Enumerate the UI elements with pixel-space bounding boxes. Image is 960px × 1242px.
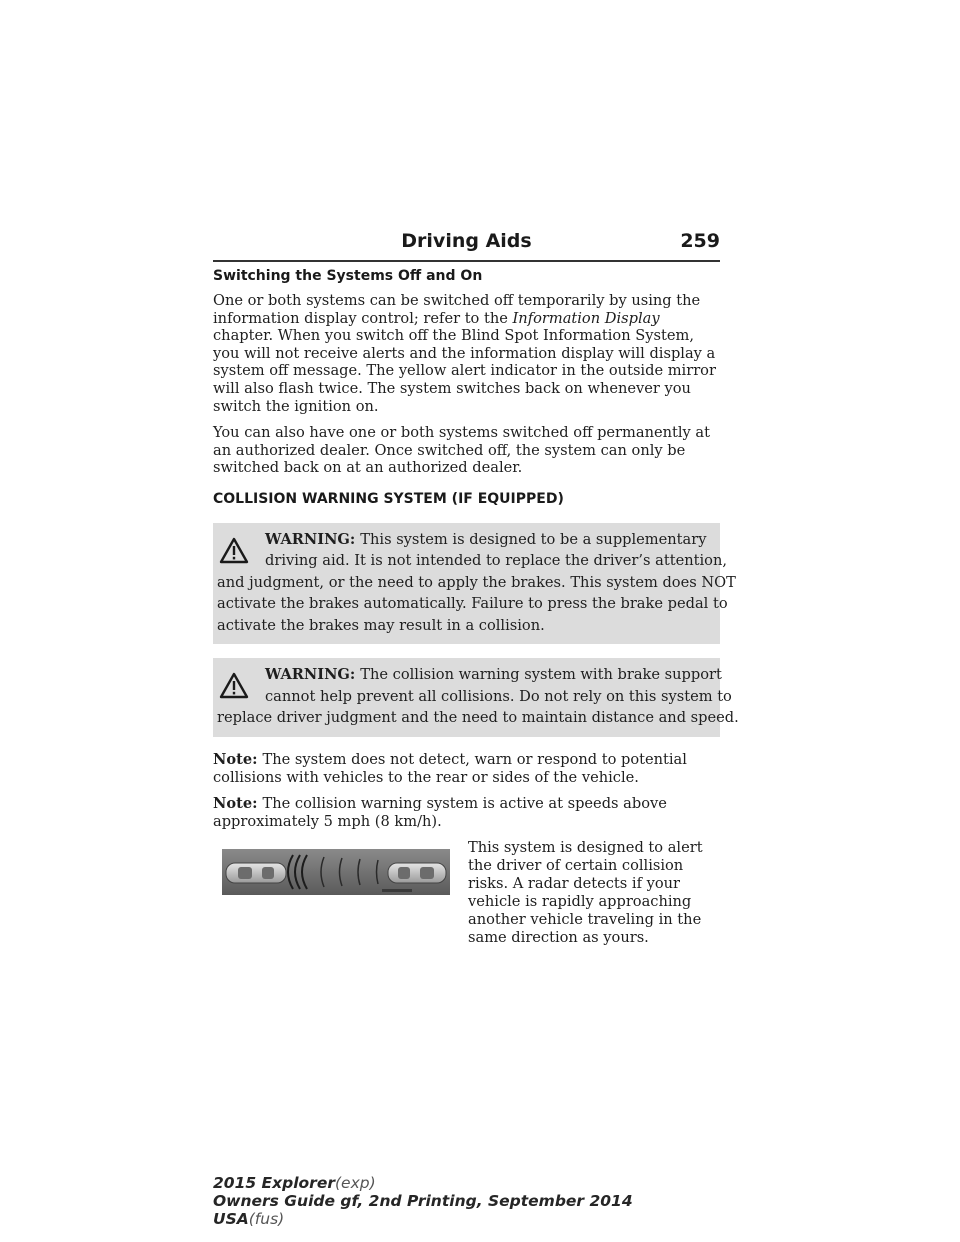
section-title: Driving Aids <box>401 230 532 252</box>
footer-market: USA <box>213 1210 249 1228</box>
note-1-label: Note: <box>213 750 258 768</box>
collision-illustration-row <box>213 839 720 959</box>
warning-1-label: WARNING: <box>265 530 356 548</box>
warning-box-1 <box>213 523 736 645</box>
para1-before: One or both systems can be switched off temporarily by using the information display control; refer to the <box>213 292 701 327</box>
warning-1-line-5: activate the brakes may result in a collision. <box>217 616 545 634</box>
information-display-reference: Information Display <box>512 309 660 327</box>
header-divider <box>213 260 720 262</box>
note-2-text: The collision warning system is active at speeds above approximately 5 mph (8 km/h). <box>213 795 667 830</box>
note-1 <box>213 751 720 786</box>
collision-description: This system is designed to alert the driver of certain collision risks. A radar detects if your vehicle is rapidly approaching another vehicle traveling in the same direction as yours. <box>468 839 703 947</box>
warning-1-line-4: activate the brakes automatically. Failure to press the brake pedal to <box>217 595 728 613</box>
switching-paragraph-2: You can also have one or both systems switched off permanently at an authorized dealer. Once switched off, the system can only be switched back on at an authorized dealer. <box>213 424 710 477</box>
footer-line-1 <box>213 1174 633 1192</box>
page-number: 259 <box>680 230 720 252</box>
footer-market-code: (fus) <box>248 1210 285 1228</box>
switching-paragraph-1 <box>213 292 720 415</box>
footer-model-code: (exp) <box>334 1174 376 1192</box>
page-content <box>213 268 739 959</box>
warning-triangle-icon <box>219 537 249 564</box>
warning-triangle-icon <box>219 672 249 699</box>
warning-2-line-1: WARNING: The collision warning system with brake support <box>265 666 722 684</box>
footer-model: 2015 Explorer <box>213 1174 335 1192</box>
footer-line-2: Owners Guide gf, 2nd Printing, September 2014 <box>213 1192 633 1210</box>
warning-1-line-2: driving aid. It is not intended to replace the driver’s attention, <box>265 552 727 570</box>
footer-line-3 <box>213 1210 633 1228</box>
warning-1-line-1: WARNING: This system is designed to be a supplementary <box>265 530 707 548</box>
warning-2-line-3: replace driver judgment and the need to maintain distance and speed. <box>217 709 739 727</box>
note-1-text: The system does not detect, warn or respond to potential collisions with vehicles to the rear or sides of the vehicle. <box>213 750 687 786</box>
para1-after: chapter. When you switch off the Blind Spot Information System, you will not receive alerts and the information display will display a system off message. The yellow alert indicator in the outside mirror will also flash twice. The system switches back on whenever you switch the ignition on. <box>213 327 716 415</box>
note-2 <box>213 795 720 830</box>
note-2-label: Note: <box>213 795 258 813</box>
warning-box-2 <box>213 658 739 737</box>
page-header <box>213 230 720 260</box>
warning-1-line-3: and judgment, or the need to apply the brakes. This system does NOT <box>217 573 736 591</box>
switching-heading: Switching the Systems Off and On <box>213 268 483 284</box>
warning-2-line-2: cannot help prevent all collisions. Do not rely on this system to <box>265 687 732 705</box>
warning-2-label: WARNING: <box>265 666 356 684</box>
collision-heading: COLLISION WARNING SYSTEM (IF EQUIPPED) <box>213 490 564 507</box>
page-footer <box>213 1174 633 1228</box>
collision-warning-illustration-icon <box>222 849 450 895</box>
